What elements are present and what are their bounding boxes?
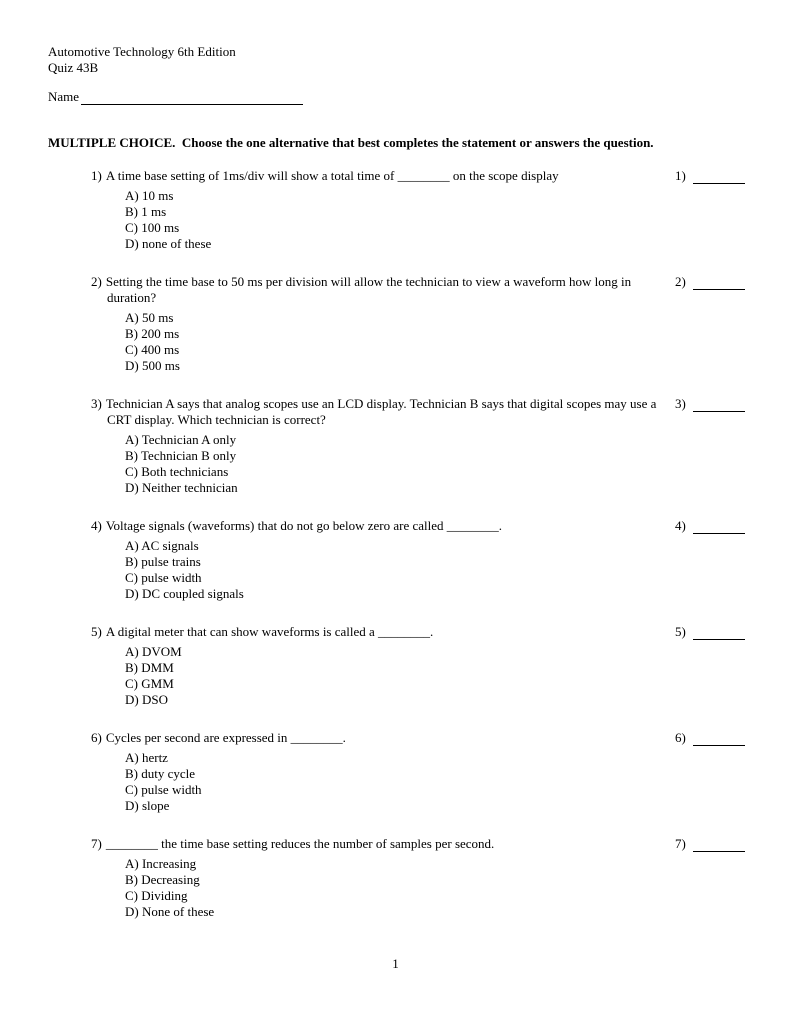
answer-blank-line — [693, 837, 745, 852]
answer-area — [675, 168, 745, 184]
question-number: 6) — [91, 730, 102, 745]
option: D) 500 ms — [125, 358, 180, 373]
document-title: Automotive Technology 6th Edition — [48, 44, 236, 59]
option: D) None of these — [125, 904, 215, 919]
question-number: 5) — [91, 624, 102, 639]
option: B) Decreasing — [125, 872, 200, 887]
page-number: 1 — [392, 956, 399, 971]
option: B) Technician B only — [125, 448, 237, 463]
answer-blank-line — [693, 275, 745, 290]
question-block — [91, 396, 745, 496]
question-main — [91, 168, 661, 252]
option: D) none of these — [125, 236, 212, 251]
question-number: 2) — [91, 274, 102, 289]
question-main — [91, 624, 661, 708]
options-list — [91, 644, 661, 708]
option: A) Increasing — [125, 856, 197, 871]
option: C) Dividing — [125, 888, 188, 903]
question-main — [91, 730, 661, 814]
option: B) 1 ms — [125, 204, 167, 219]
question-text: Setting the time base to 50 ms per division will allow the technician to view a waveform how long in duration? — [105, 274, 632, 305]
question-number: 3) — [91, 396, 102, 411]
option: A) Technician A only — [125, 432, 237, 447]
answer-number: 2) — [675, 274, 686, 289]
options-list — [91, 432, 661, 496]
option: B) 200 ms — [125, 326, 180, 341]
answer-number: 1) — [675, 168, 686, 183]
question-block — [91, 168, 745, 252]
question-block — [91, 274, 745, 374]
option: B) DMM — [125, 660, 174, 675]
name-row — [48, 89, 745, 105]
answer-number: 6) — [675, 730, 686, 745]
option: B) duty cycle — [125, 766, 196, 781]
quiz-number: Quiz 43B — [48, 60, 99, 75]
question-main — [91, 518, 661, 602]
question-text-line — [91, 168, 661, 184]
question-text-line — [91, 518, 661, 534]
answer-area — [675, 836, 745, 852]
option: C) Both technicians — [125, 464, 229, 479]
answer-blank-line — [693, 169, 745, 184]
question-text-line — [91, 730, 661, 746]
option: D) DSO — [125, 692, 168, 707]
option: A) hertz — [125, 750, 168, 765]
answer-blank-line — [693, 397, 745, 412]
question-main — [91, 274, 661, 374]
question-number: 4) — [91, 518, 102, 533]
options-list — [91, 188, 661, 252]
question-number: 7) — [91, 836, 102, 851]
option: A) DVOM — [125, 644, 182, 659]
question-text-line — [91, 274, 661, 306]
question-text: Voltage signals (waveforms) that do not go below zero are called ________. — [105, 518, 502, 533]
question-text: Technician A says that analog scopes use an LCD display. Technician B says that digital scopes may use a CRT display. Which technician is correct? — [105, 396, 657, 427]
option: D) Neither technician — [125, 480, 238, 495]
option: C) pulse width — [125, 570, 202, 585]
answer-blank-line — [693, 625, 745, 640]
name-blank-line — [81, 90, 303, 105]
question-text: Cycles per second are expressed in ________. — [105, 730, 346, 745]
option: C) GMM — [125, 676, 174, 691]
answer-area — [675, 730, 745, 746]
option: A) 50 ms — [125, 310, 174, 325]
answer-number: 5) — [675, 624, 686, 639]
question-text-line — [91, 396, 661, 428]
answer-number: 4) — [675, 518, 686, 533]
section-heading: MULTIPLE CHOICE. Choose the one alternative that best completes the statement or answers the question. — [48, 135, 654, 150]
option: C) 100 ms — [125, 220, 180, 235]
question-block — [91, 518, 745, 602]
document-header — [48, 44, 745, 76]
question-block — [91, 624, 745, 708]
option: D) slope — [125, 798, 170, 813]
options-list — [91, 538, 661, 602]
answer-area — [675, 396, 745, 412]
question-text: A digital meter that can show waveforms is called a ________. — [105, 624, 434, 639]
answer-area — [675, 274, 745, 290]
answer-blank-line — [693, 519, 745, 534]
question-text-line — [91, 836, 661, 852]
question-block — [91, 730, 745, 814]
questions-list — [91, 168, 745, 920]
question-main — [91, 836, 661, 920]
option: B) pulse trains — [125, 554, 201, 569]
answer-blank-line — [693, 731, 745, 746]
question-text-line — [91, 624, 661, 640]
options-list — [91, 310, 661, 374]
answer-area — [675, 624, 745, 640]
option: A) 10 ms — [125, 188, 174, 203]
option: A) AC signals — [125, 538, 199, 553]
question-block — [91, 836, 745, 920]
option: C) 400 ms — [125, 342, 180, 357]
answer-number: 3) — [675, 396, 686, 411]
answer-number: 7) — [675, 836, 686, 851]
option: D) DC coupled signals — [125, 586, 244, 601]
question-main — [91, 396, 661, 496]
option: C) pulse width — [125, 782, 202, 797]
question-text: A time base setting of 1ms/div will show a total time of ________ on the scope display — [105, 168, 559, 183]
question-text: ________ the time base setting reduces the number of samples per second. — [105, 836, 495, 851]
options-list — [91, 856, 661, 920]
options-list — [91, 750, 661, 814]
answer-area — [675, 518, 745, 534]
name-label: Name — [48, 89, 80, 104]
question-number: 1) — [91, 168, 102, 183]
